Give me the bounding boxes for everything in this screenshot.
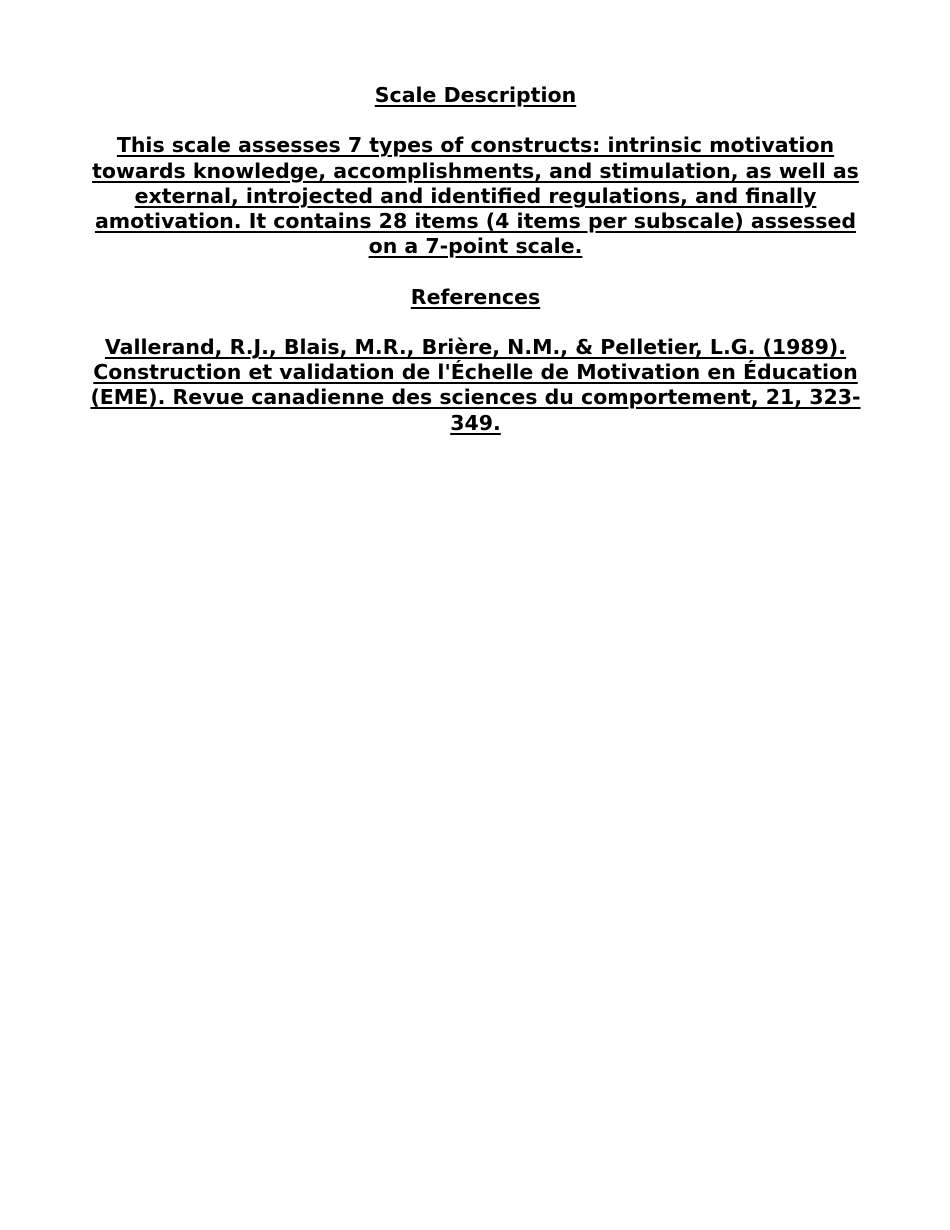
document-page	[80, 83, 871, 436]
paragraph-spacer	[80, 310, 871, 335]
paragraph-spacer	[80, 108, 871, 133]
scale-description-text: This scale assesses 7 types of constructs: intrinsic motivation towards knowledge, accomplishments, and stimulation, as well as external, introjected and identified regulations, and finally amotivation. It contains 28 items (4 items per subscale) assessed on a 7-point scale.	[92, 133, 859, 259]
paragraph-spacer	[80, 259, 871, 284]
reference-citation: Vallerand, R.J., Blais, M.R., Brière, N.M., & Pelletier, L.G. (1989). Construction et validation de l'Échelle de Motivation en Éducation (EME). Revue canadienne des sciences du comportement, 21, 323-349.	[90, 334, 861, 435]
scale-description-heading: Scale Description	[374, 83, 577, 107]
references-heading: References	[410, 284, 541, 309]
